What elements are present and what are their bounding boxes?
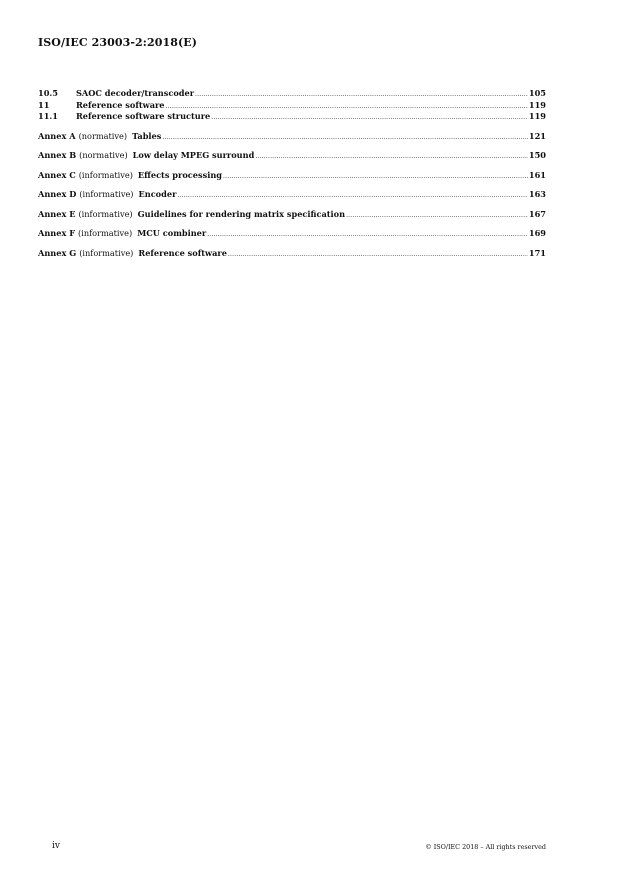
toc-annex-d[interactable] (38, 189, 546, 200)
toc-entry-page: 105 (528, 88, 546, 98)
toc-annex-label: Annex F (38, 228, 76, 238)
toc-entry-page: 119 (528, 99, 546, 110)
toc-annex-label: Annex C (38, 169, 76, 180)
toc-annex-label: Annex A (38, 130, 76, 141)
toc-entry-number: 11 (38, 99, 50, 110)
toc-annex-title: MCU combiner (137, 228, 207, 238)
toc-annex-page: 171 (528, 247, 546, 258)
toc-entry-title: Reference software (76, 99, 165, 110)
toc-entry-number: 10.5 (38, 88, 58, 98)
toc-annex-type: (informative) (79, 247, 134, 258)
toc-annex-page: 121 (528, 130, 546, 141)
toc-entry-page: 119 (528, 111, 546, 121)
toc-annex-page: 169 (528, 228, 546, 238)
toc-annex-page: 167 (528, 208, 546, 219)
toc-entry-10-5[interactable] (38, 88, 546, 99)
toc-dot-leader (346, 212, 528, 220)
toc-annex-type: (normative) (79, 150, 128, 160)
toc-annex-title: Encoder (138, 189, 177, 199)
toc-annex-type: (informative) (78, 208, 133, 219)
toc-entry-11[interactable] (38, 100, 546, 111)
toc-dot-leader (223, 173, 528, 181)
footer-copyright: © ISO/IEC 2018 – All rights reserved (425, 843, 546, 851)
toc-annex-type: (normative) (78, 130, 128, 141)
table-of-contents (38, 88, 546, 259)
toc-annex-title: Guidelines for rendering matrix specification (137, 208, 346, 219)
toc-annex-g[interactable] (38, 248, 546, 259)
toc-dot-leader (162, 134, 528, 142)
toc-dot-leader (255, 153, 528, 161)
toc-annex-title: Effects processing (137, 169, 223, 180)
toc-dot-leader (228, 251, 528, 259)
toc-annex-page: 163 (528, 189, 546, 199)
toc-annex-type: (informative) (79, 189, 134, 199)
toc-entry-number: 11.1 (38, 111, 58, 121)
toc-annex-b[interactable] (38, 150, 546, 161)
toc-entry-11-1[interactable] (38, 111, 546, 122)
toc-annex-title: Low delay MPEG surround (132, 150, 255, 160)
toc-dot-leader (195, 91, 528, 99)
toc-annex-page: 150 (528, 150, 546, 160)
toc-annex-title: Tables (132, 130, 162, 141)
toc-annex-type: (informative) (78, 228, 133, 238)
toc-entry-title: SAOC decoder/transcoder (76, 88, 195, 98)
toc-dot-leader (166, 103, 528, 111)
toc-annex-f[interactable] (38, 228, 546, 239)
toc-entry-title: Reference software structure (76, 111, 211, 121)
toc-annex-e[interactable] (38, 209, 546, 220)
document-header: ISO/IEC 23003-2:2018(E) (38, 36, 198, 49)
footer-page-number: iv (52, 841, 60, 851)
toc-annex-label: Annex G (38, 247, 77, 258)
toc-annex-type: (informative) (78, 169, 133, 180)
toc-annex-a[interactable] (38, 131, 546, 142)
toc-annex-label: Annex B (38, 150, 77, 160)
toc-dot-leader (207, 231, 528, 239)
toc-dot-leader (211, 114, 528, 122)
toc-annex-label: Annex D (38, 189, 77, 199)
toc-annex-page: 161 (528, 169, 546, 180)
toc-annex-title: Reference software (138, 247, 227, 258)
toc-dot-leader (177, 192, 528, 200)
toc-annex-label: Annex E (38, 208, 76, 219)
toc-annex-c[interactable] (38, 170, 546, 181)
